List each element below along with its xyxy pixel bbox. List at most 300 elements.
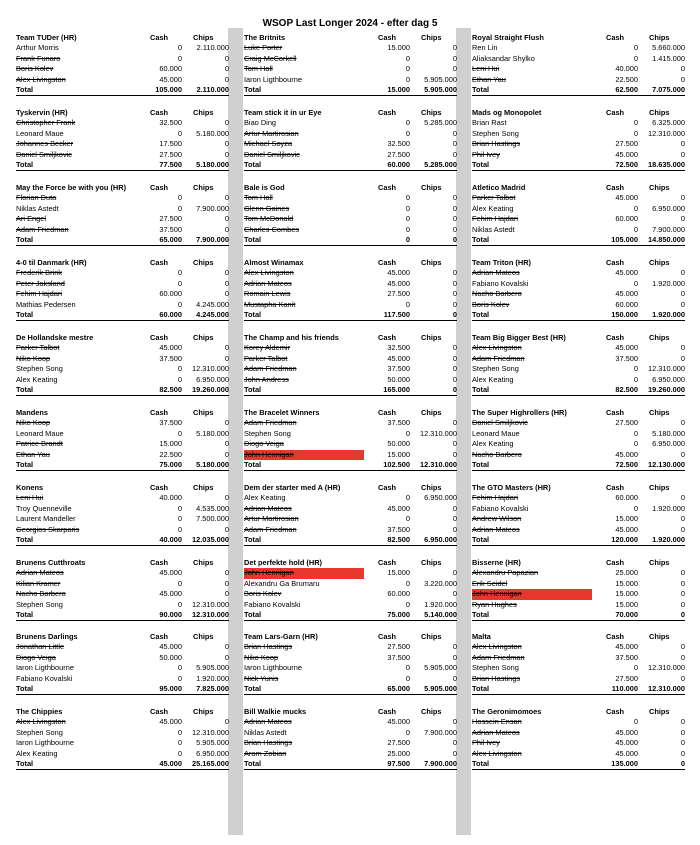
player-chips: 0: [224, 589, 229, 599]
player-cash: 45.000: [615, 727, 638, 737]
player-chips: 0: [680, 748, 685, 758]
player-name: Frederik Brink: [16, 268, 62, 278]
team-name: Bale is God: [244, 183, 285, 192]
player-row: [472, 749, 685, 759]
player-name: Adrian Mateos: [244, 278, 292, 288]
player-chips: 0: [680, 568, 685, 578]
team-header: [244, 333, 457, 343]
team-name: Tyskervin (HR): [16, 108, 68, 117]
player-row: [244, 653, 457, 663]
player-row: [472, 418, 685, 428]
total-label: Total: [244, 609, 262, 619]
player-chips: 0: [452, 589, 457, 599]
team-block: [472, 632, 685, 695]
chips-header: Chips: [649, 707, 670, 716]
player-cash: 45.000: [615, 268, 638, 278]
player-name: Craig McCorkell: [244, 53, 297, 63]
total-label: Total: [16, 384, 34, 394]
player-name: Tom Hall: [244, 193, 273, 203]
player-row: [16, 289, 229, 299]
player-chips: 0: [224, 214, 229, 224]
player-cash: 0: [177, 268, 182, 278]
total-chips: 5.180.000: [196, 159, 229, 169]
player-chips: 0: [452, 418, 457, 428]
player-chips: 0: [680, 717, 685, 727]
cash-header: Cash: [378, 483, 397, 492]
player-chips: 0: [452, 268, 457, 278]
total-cash: 90.000: [159, 609, 182, 619]
total-chips: 14.850.000: [648, 234, 685, 244]
total-label: Total: [244, 758, 262, 768]
team-block: [244, 183, 457, 246]
team-name: Bisserne (HR): [472, 558, 521, 567]
team-header: [472, 707, 685, 717]
player-name: Charles Combes: [244, 224, 300, 234]
player-cash: 0: [177, 599, 182, 609]
player-row: [472, 343, 685, 353]
chips-header: Chips: [649, 408, 670, 417]
total-cash: 102.500: [383, 459, 410, 469]
player-chips: 0: [452, 149, 457, 159]
player-chips: 0: [452, 343, 457, 353]
player-cash: 0: [177, 299, 182, 309]
total-chips: 0: [452, 384, 457, 394]
total-chips: 12.310.000: [420, 459, 457, 469]
player-name: Parker Talbot: [16, 343, 60, 353]
player-cash: 37.500: [387, 418, 410, 428]
player-name: Brian Rast: [472, 118, 507, 128]
player-cash: 22.500: [615, 74, 638, 84]
player-row: [16, 514, 229, 524]
player-chips: 1.920.000: [652, 503, 685, 513]
total-cash: 95.000: [159, 683, 182, 693]
player-chips: 0: [452, 652, 457, 662]
player-name: Niklas Astedt: [16, 203, 59, 213]
player-cash: 27.500: [387, 149, 410, 159]
player-cash: 27.500: [159, 149, 182, 159]
player-name: Stephen Song: [16, 599, 63, 609]
team-header: [16, 483, 229, 493]
total-label: Total: [16, 683, 34, 693]
player-chips: 6.950.000: [652, 203, 685, 213]
player-name: Leni Hui: [472, 64, 500, 74]
player-cash: 0: [405, 64, 410, 74]
player-cash: 45.000: [387, 503, 410, 513]
player-cash: 0: [177, 727, 182, 737]
player-chips: 0: [680, 64, 685, 74]
player-cash: 0: [177, 503, 182, 513]
chips-header: Chips: [421, 108, 442, 117]
player-name: Fabiano Kovalski: [472, 503, 529, 513]
player-cash: 50.000: [387, 374, 410, 384]
cash-header: Cash: [150, 632, 169, 641]
total-chips: 12.130.000: [648, 459, 685, 469]
player-chips: 0: [680, 343, 685, 353]
player-cash: 0: [405, 118, 410, 128]
player-cash: 0: [633, 428, 638, 438]
player-row: [472, 653, 685, 663]
player-cash: 45.000: [615, 289, 638, 299]
player-cash: 15.000: [615, 578, 638, 588]
player-name: Ren Lin: [472, 43, 498, 53]
player-cash: 37.500: [387, 524, 410, 534]
total-row: [16, 759, 229, 770]
total-label: Total: [16, 309, 34, 319]
player-cash: 0: [405, 193, 410, 203]
total-cash: 72.500: [615, 459, 638, 469]
player-name: Mustapha Kanit: [244, 299, 296, 309]
player-row: [16, 150, 229, 160]
player-name: Leni Hui: [16, 493, 44, 503]
player-chips: 7.900.000: [424, 727, 457, 737]
team-name: The Britnits: [244, 33, 286, 42]
total-row: [16, 235, 229, 246]
player-chips: 0: [680, 149, 685, 159]
player-name: Alexandru Ga Brumaru: [244, 578, 320, 588]
player-cash: 0: [633, 663, 638, 673]
player-cash: 15.000: [387, 43, 410, 53]
player-chips: 0: [224, 449, 229, 459]
player-cash: 45.000: [387, 717, 410, 727]
player-row: [16, 504, 229, 514]
chips-header: Chips: [193, 183, 214, 192]
total-label: Total: [472, 384, 490, 394]
total-label: Total: [472, 534, 490, 544]
player-cash: 32.500: [387, 139, 410, 149]
player-cash: 37.500: [159, 418, 182, 428]
player-row: [16, 118, 229, 128]
player-name: Arthur Morris: [16, 43, 59, 53]
team-block: [472, 33, 685, 96]
player-cash: 27.500: [387, 738, 410, 748]
player-name: Peter Jaksland: [16, 278, 65, 288]
total-row: [16, 610, 229, 621]
player-chips: 0: [452, 673, 457, 683]
player-row: [16, 642, 229, 652]
player-cash: 0: [405, 128, 410, 138]
team-name: 4-0 til Danmark (HR): [16, 258, 87, 267]
player-name: Adrian Mateos: [472, 268, 520, 278]
player-cash: 45.000: [159, 343, 182, 353]
player-chips: 7.900.000: [652, 224, 685, 234]
cash-header: Cash: [606, 558, 625, 567]
player-chips: 6.950.000: [196, 374, 229, 384]
team-header: [244, 558, 457, 568]
team-block: [16, 33, 229, 96]
player-chips: 7.500.000: [196, 514, 229, 524]
total-label: Total: [244, 683, 262, 693]
team-header: [16, 33, 229, 43]
team-header: [472, 108, 685, 118]
player-cash: 27.500: [387, 289, 410, 299]
player-name: John Hennigan: [244, 450, 364, 460]
player-cash: 0: [633, 118, 638, 128]
player-row: [472, 43, 685, 53]
player-row: [472, 289, 685, 299]
chips-header: Chips: [193, 558, 214, 567]
player-row: [244, 150, 457, 160]
team-header: [244, 632, 457, 642]
player-row: [472, 493, 685, 503]
player-chips: 0: [452, 364, 457, 374]
player-name: Stephen Song: [244, 428, 291, 438]
player-row: [244, 64, 457, 74]
player-chips: 0: [224, 118, 229, 128]
player-row: [472, 54, 685, 64]
player-chips: 5.285.000: [424, 118, 457, 128]
player-cash: 0: [177, 364, 182, 374]
player-cash: 25.000: [387, 748, 410, 758]
player-name: Laurent Mandeller: [16, 514, 76, 524]
total-cash: 82.500: [615, 384, 638, 394]
player-chips: 12.310.000: [192, 599, 229, 609]
team-name: Brunens Cutthroats: [16, 558, 86, 567]
player-cash: 0: [633, 374, 638, 384]
player-cash: 0: [177, 43, 182, 53]
player-name: Romain Lewis: [244, 289, 291, 299]
player-chips: 0: [452, 738, 457, 748]
player-name: Adrian Mateos: [472, 524, 520, 534]
player-row: [472, 129, 685, 139]
total-row: [472, 759, 685, 770]
team-block: [472, 183, 685, 246]
player-chips: 0: [680, 353, 685, 363]
player-chips: 0: [452, 717, 457, 727]
total-row: [472, 85, 685, 96]
team-block: [16, 258, 229, 321]
total-chips: 0: [680, 609, 685, 619]
total-chips: 5.140.000: [424, 609, 457, 619]
player-cash: 45.000: [615, 748, 638, 758]
chips-header: Chips: [193, 33, 214, 42]
total-row: [244, 160, 457, 171]
player-name: Alex Livingston: [472, 642, 522, 652]
player-name: Adam Friedman: [244, 364, 297, 374]
player-cash: 0: [405, 578, 410, 588]
player-row: [244, 749, 457, 759]
player-row: [244, 589, 457, 599]
total-label: Total: [16, 234, 34, 244]
team-name: Bill Walkie mucks: [244, 707, 307, 716]
cash-header: Cash: [150, 707, 169, 716]
player-chips: 0: [224, 74, 229, 84]
player-chips: 0: [452, 224, 457, 234]
player-cash: 37.500: [615, 652, 638, 662]
player-chips: 1.920.000: [652, 278, 685, 288]
player-chips: 12.310.000: [648, 364, 685, 374]
player-chips: 0: [452, 514, 457, 524]
player-cash: 27.500: [615, 139, 638, 149]
player-chips: 0: [224, 439, 229, 449]
total-label: Total: [472, 309, 490, 319]
cash-header: Cash: [150, 108, 169, 117]
player-chips: 0: [452, 568, 457, 578]
player-chips: 0: [224, 418, 229, 428]
player-name: Mathias Pedersen: [16, 299, 76, 309]
chips-header: Chips: [193, 632, 214, 641]
player-name: Fabiano Kovalski: [16, 673, 73, 683]
player-cash: 45.000: [615, 193, 638, 203]
player-cash: 0: [633, 53, 638, 63]
player-name: Christopher Frank: [16, 118, 76, 128]
total-chips: 19.260.000: [648, 384, 685, 394]
player-chips: 0: [680, 268, 685, 278]
player-name: Parker Talbot: [472, 193, 516, 203]
team-block: [472, 108, 685, 171]
player-name: Adrian Mateos: [16, 568, 64, 578]
player-row: [16, 54, 229, 64]
player-row: [244, 504, 457, 514]
player-name: Alex Livingston: [472, 343, 522, 353]
cash-header: Cash: [606, 707, 625, 716]
chips-header: Chips: [193, 408, 214, 417]
player-cash: 45.000: [159, 642, 182, 652]
player-row: [16, 43, 229, 53]
player-name: Georgios Skarparis: [16, 524, 80, 534]
player-row: [244, 728, 457, 738]
player-row: [16, 600, 229, 610]
total-row: [244, 610, 457, 621]
total-cash: 117.500: [383, 309, 410, 319]
player-name: Alex Keating: [244, 493, 286, 503]
player-row: [472, 514, 685, 524]
player-cash: 0: [177, 128, 182, 138]
team-name: The GTO Masters (HR): [472, 483, 551, 492]
player-name: Adrian Mateos: [472, 727, 520, 737]
player-name: Phil Ivey: [472, 149, 500, 159]
player-row: [244, 214, 457, 224]
team-header: [472, 183, 685, 193]
player-cash: 37.500: [615, 353, 638, 363]
player-chips: 2.110.000: [196, 43, 229, 53]
player-name: Stephen Song: [472, 364, 519, 374]
team-name: Atletico Madrid: [472, 183, 526, 192]
total-chips: 7.900.000: [424, 758, 457, 768]
player-row: [16, 204, 229, 214]
chips-header: Chips: [421, 558, 442, 567]
player-row: [472, 674, 685, 684]
player-chips: 3.220.000: [424, 578, 457, 588]
player-name: Alex Keating: [16, 374, 58, 384]
player-cash: 0: [177, 193, 182, 203]
player-name: Alex Livingston: [244, 268, 294, 278]
player-row: [244, 579, 457, 589]
page-title: WSOP Last Longer 2024 - efter dag 5: [262, 18, 438, 29]
team-header: [244, 258, 457, 268]
player-name: Boris Kolev: [16, 64, 54, 74]
total-label: Total: [472, 609, 490, 619]
total-cash: 75.000: [387, 609, 410, 619]
player-chips: 0: [452, 449, 457, 459]
team-name: Team stick it in ur Eye: [244, 108, 322, 117]
player-row: [16, 64, 229, 74]
player-name: Patrice Brandt: [16, 439, 63, 449]
player-name: John Hennigan: [244, 568, 364, 578]
player-row: [244, 118, 457, 128]
player-cash: 0: [405, 599, 410, 609]
player-cash: 40.000: [615, 64, 638, 74]
player-cash: 25.000: [615, 568, 638, 578]
team-name: Mads og Monopolet: [472, 108, 542, 117]
player-name: Alex Livingston: [16, 74, 66, 84]
player-name: Phil Ivey: [472, 738, 500, 748]
total-label: Total: [16, 459, 34, 469]
player-chips: 0: [224, 343, 229, 353]
player-name: Brian Hastings: [472, 673, 521, 683]
player-row: [16, 579, 229, 589]
player-chips: 1.920.000: [196, 673, 229, 683]
player-cash: 40.000: [159, 493, 182, 503]
player-row: [16, 429, 229, 439]
team-block: [16, 632, 229, 695]
player-row: [244, 300, 457, 310]
player-row: [244, 450, 457, 460]
total-cash: 105.000: [611, 234, 638, 244]
total-row: [244, 684, 457, 695]
player-row: [244, 375, 457, 385]
player-chips: 0: [224, 139, 229, 149]
player-chips: 0: [224, 289, 229, 299]
total-cash: 65.000: [159, 234, 182, 244]
player-name: Korey Aldemir: [244, 343, 291, 353]
player-name: Artur Martirosian: [244, 514, 299, 524]
player-cash: 0: [633, 439, 638, 449]
total-chips: 5.905.000: [424, 683, 457, 693]
chips-header: Chips: [421, 632, 442, 641]
total-row: [472, 310, 685, 321]
team-block: [472, 333, 685, 396]
total-row: [244, 85, 457, 96]
team-block: [16, 707, 229, 770]
player-cash: 0: [405, 514, 410, 524]
player-row: [472, 204, 685, 214]
player-cash: 0: [405, 224, 410, 234]
player-chips: 0: [680, 214, 685, 224]
player-chips: 7.900.000: [196, 203, 229, 213]
column-separator: [228, 28, 243, 835]
total-cash: 82.500: [387, 534, 410, 544]
player-name: Ryan Hughes: [472, 599, 517, 609]
player-row: [472, 150, 685, 160]
cash-header: Cash: [606, 483, 625, 492]
player-row: [244, 642, 457, 652]
player-chips: 5.905.000: [196, 738, 229, 748]
team-header: [16, 108, 229, 118]
player-name: Stephen Song: [472, 128, 519, 138]
player-row: [16, 375, 229, 385]
player-row: [244, 364, 457, 374]
total-chips: 7.900.000: [196, 234, 229, 244]
player-row: [16, 749, 229, 759]
player-row: [16, 674, 229, 684]
player-chips: 0: [680, 193, 685, 203]
total-chips: 12.310.000: [648, 683, 685, 693]
team-header: [472, 632, 685, 642]
team-block: [244, 258, 457, 321]
player-name: Stephen Song: [16, 364, 63, 374]
player-chips: 0: [224, 149, 229, 159]
player-row: [244, 600, 457, 610]
player-chips: 5.905.000: [424, 663, 457, 673]
cash-header: Cash: [378, 183, 397, 192]
chips-header: Chips: [421, 707, 442, 716]
player-name: Nacho Barbero: [472, 289, 522, 299]
chips-header: Chips: [649, 483, 670, 492]
player-chips: 5.180.000: [196, 128, 229, 138]
player-name: Daniel Smiljkovic: [16, 149, 72, 159]
player-row: [472, 504, 685, 514]
player-name: Alex Keating: [472, 203, 514, 213]
